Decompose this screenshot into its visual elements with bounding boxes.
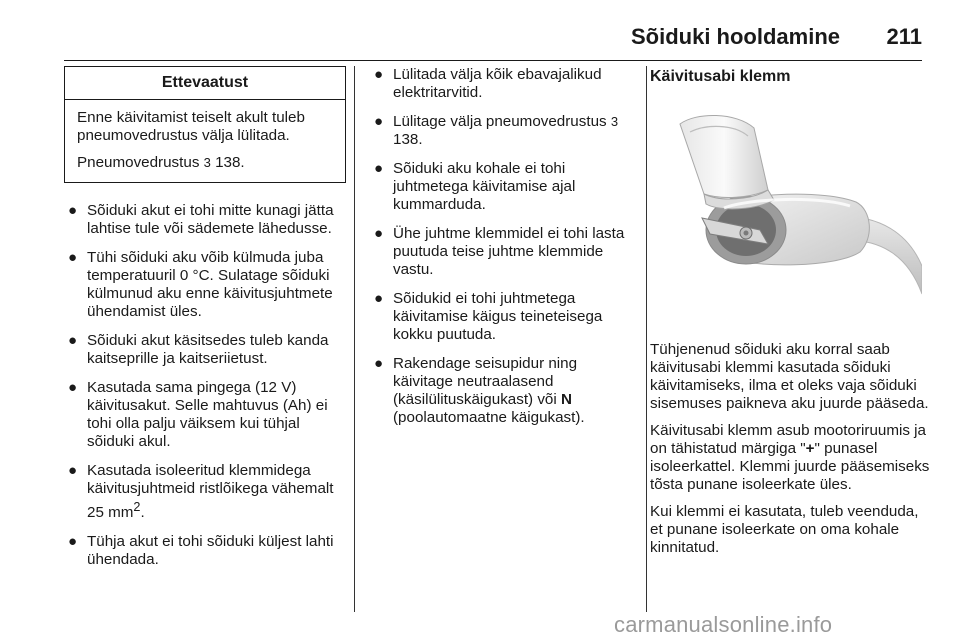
section-paragraph: Tühjenenud sõiduki aku korral saab käivitusabi klemmi kasutada sõiduki käivitamiseks, ilma et oleks vaja sõiduki sisemuses paikneva aku juurde pääseda. — [650, 341, 929, 412]
page-header — [0, 20, 922, 54]
page-ref-number[interactable]: 138. — [393, 131, 423, 148]
warning-text: Enne käivitamist teiselt akult tuleb pneumovedrustus välja lülitada. — [77, 109, 305, 144]
header-rule — [64, 60, 922, 61]
bullet-icon: ● — [68, 379, 78, 396]
bullet-icon: ● — [68, 249, 78, 266]
list-item: ● Rakendage seisupidur ning käivitage neutraalasend (käsilülituskäigukast) või N (poolautomaatne käigukast). — [374, 355, 585, 426]
bullet-icon: ● — [374, 66, 384, 83]
bullet-icon: ● — [68, 533, 78, 551]
procedure-list — [370, 66, 632, 427]
column-left — [64, 66, 346, 580]
list-item: ● Ühe juhtme klemmidel ei tohi lasta puutuda teise juhtme klemmide vastu. — [374, 225, 625, 278]
plus-icon: + — [805, 440, 815, 457]
list-item: ● Sõidukid ei tohi juhtmetega käivitamise käigus teineteisega kokku puutuda. — [374, 290, 603, 343]
list-item: ● Lülitada välja kõik ebavajalikud elektritarvitid. — [374, 66, 602, 101]
warning-body — [65, 100, 345, 182]
page-ref-number[interactable]: 138. — [210, 154, 245, 171]
list-item: ● Sõiduki akut ei tohi mitte kunagi jätta lahtise tule või sädemete lähedusse. — [68, 202, 334, 237]
bullet-icon: ● — [374, 113, 384, 130]
page-number: 211 — [886, 24, 922, 49]
bullet-icon: ● — [374, 225, 384, 242]
warning-box — [64, 66, 346, 183]
warning-heading: Ettevaatust — [65, 67, 345, 100]
jump-start-terminal-photo — [650, 98, 922, 302]
page-ref-icon[interactable]: 3 — [203, 155, 211, 170]
column-right — [650, 66, 930, 566]
watermark: carmanualsonline.info — [614, 612, 833, 637]
bullet-icon: ● — [68, 332, 78, 349]
bullet-icon: ● — [68, 462, 78, 479]
section-paragraph: Käivitusabi klemm asub mootoriruumis ja on tähistatud märgiga "+" punasel isoleerkattel. Klemmi juurde pääsemiseks tõsta punane isoleerkate üles. — [650, 422, 930, 493]
page-ref-icon[interactable]: 3 — [610, 114, 619, 129]
list-item: ● Sõiduki akut käsitsedes tuleb kanda kaitseprille ja kaitseriietust. — [68, 332, 329, 367]
bullet-icon: ● — [374, 355, 384, 372]
bullet-icon: ● — [374, 160, 384, 177]
warning-reference: Pneumovedrustus 3 138. — [77, 154, 245, 171]
list-item: ● Kasutada isoleeritud klemmidega käivitusjuhtmeid ristlõikega vähemalt 25 $mm^2$. — [68, 462, 334, 522]
list-item: ● Tühja akut ei tohi sõiduki küljest lahti ühendada. — [68, 533, 334, 569]
list-item: ● Kasutada sama pingega (12 V) käivitusakut. Selle mahtuvus (Ah) ei tohi olla palju väiksem kui tühjal sõiduki akul. — [68, 379, 328, 450]
section-title: Käivitusabi klemm — [650, 68, 791, 85]
column-divider-left — [354, 66, 355, 612]
column-middle — [370, 66, 632, 438]
list-item: ● Lülitage välja pneumovedrustus 3 138. — [374, 113, 619, 148]
list-item: ● Sõiduki aku kohale ei tohi juhtmetega käivitamise ajal kummarduda. — [374, 160, 576, 213]
list-item: ● Tühi sõiduki aku võib külmuda juba temperatuuril 0 °C. Sulatage sõiduki külmunud aku enne käivitusjuhtmete ühendamist üles. — [68, 249, 333, 320]
column-divider-right — [646, 66, 647, 612]
bullet-icon: ● — [68, 202, 78, 219]
section-paragraph: Kui klemmi ei kasutata, tuleb veenduda, et punane isoleerkate on oma kohale kinnitatud. — [650, 503, 919, 556]
page-title: Sõiduki hooldamine — [630, 24, 840, 49]
precautions-list — [64, 202, 346, 569]
bullet-icon: ● — [374, 290, 384, 307]
